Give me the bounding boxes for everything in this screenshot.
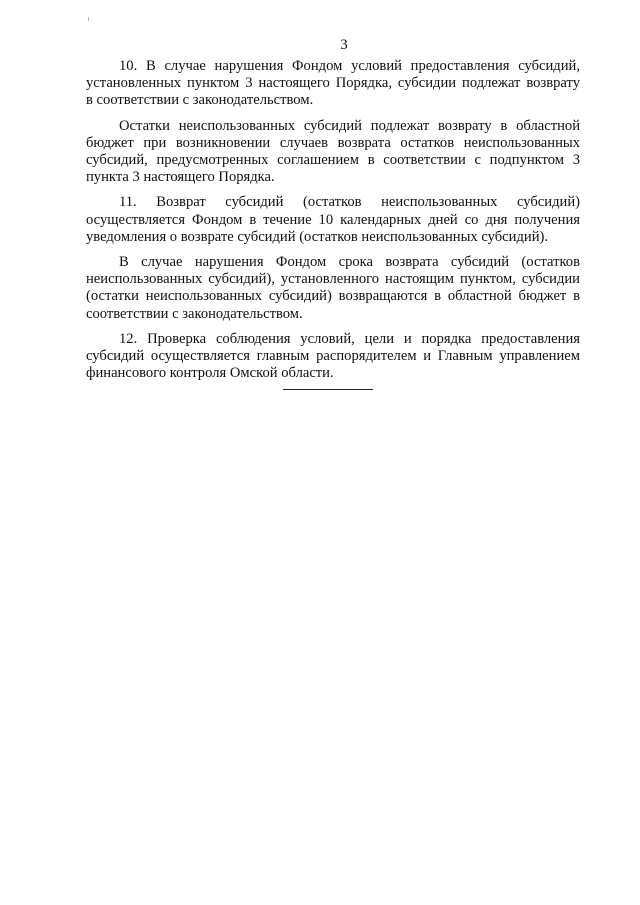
text-line: субсидий осуществляется главным распорядителем и Главным управлением [86, 348, 580, 365]
paragraph-deadline-violation [86, 254, 580, 323]
text-line: финансового контроля Омской области. [86, 365, 334, 382]
paragraph-10-violation [86, 58, 580, 110]
text-line: 11. Возврат субсидий (остатков неиспользованных субсидий) [119, 194, 580, 211]
text-line: (остатки неиспользованных субсидий) возвращаются в областной бюджет в [86, 288, 580, 305]
scan-artifact-mark [88, 17, 89, 21]
paragraph-unused-balances [86, 118, 580, 187]
page-number: 3 [340, 37, 348, 53]
paragraph-11-return [86, 194, 580, 246]
text-line: уведомления о возврате субсидий (остатков неиспользованных субсидий). [86, 228, 549, 245]
text-line: субсидий, предусмотренных соглашением в соответствии с подпунктом 3 [86, 152, 580, 169]
paragraph-12-control [86, 331, 580, 383]
text-line: в соответствии с законодательством. [86, 92, 314, 109]
text-line: установленных пунктом 3 настоящего Порядка, субсидии подлежат возврату [86, 75, 580, 92]
text-line: Остатки неиспользованных субсидий подлежат возврату в областной [119, 117, 580, 134]
text-line: неиспользованных субсидий), установленного настоящим пунктом, субсидии [86, 271, 580, 288]
text-line: 10. В случае нарушения Фондом условий предоставления субсидий, [119, 58, 580, 74]
text-line: бюджет при возникновении случаев возврата остатков неиспользованных [86, 134, 580, 151]
text-line: соответствии с законодательством. [86, 305, 303, 322]
text-line: осуществляется Фондом в течение 10 календарных дней со дня получения [86, 211, 580, 228]
closing-divider-line [283, 389, 373, 390]
text-line: 12. Проверка соблюдения условий, цели и порядка предоставления [119, 330, 580, 347]
text-line: пункта 3 настоящего Порядка. [86, 169, 275, 186]
text-line: В случае нарушения Фондом срока возврата субсидий (остатков [119, 254, 580, 271]
document-body [86, 58, 580, 390]
